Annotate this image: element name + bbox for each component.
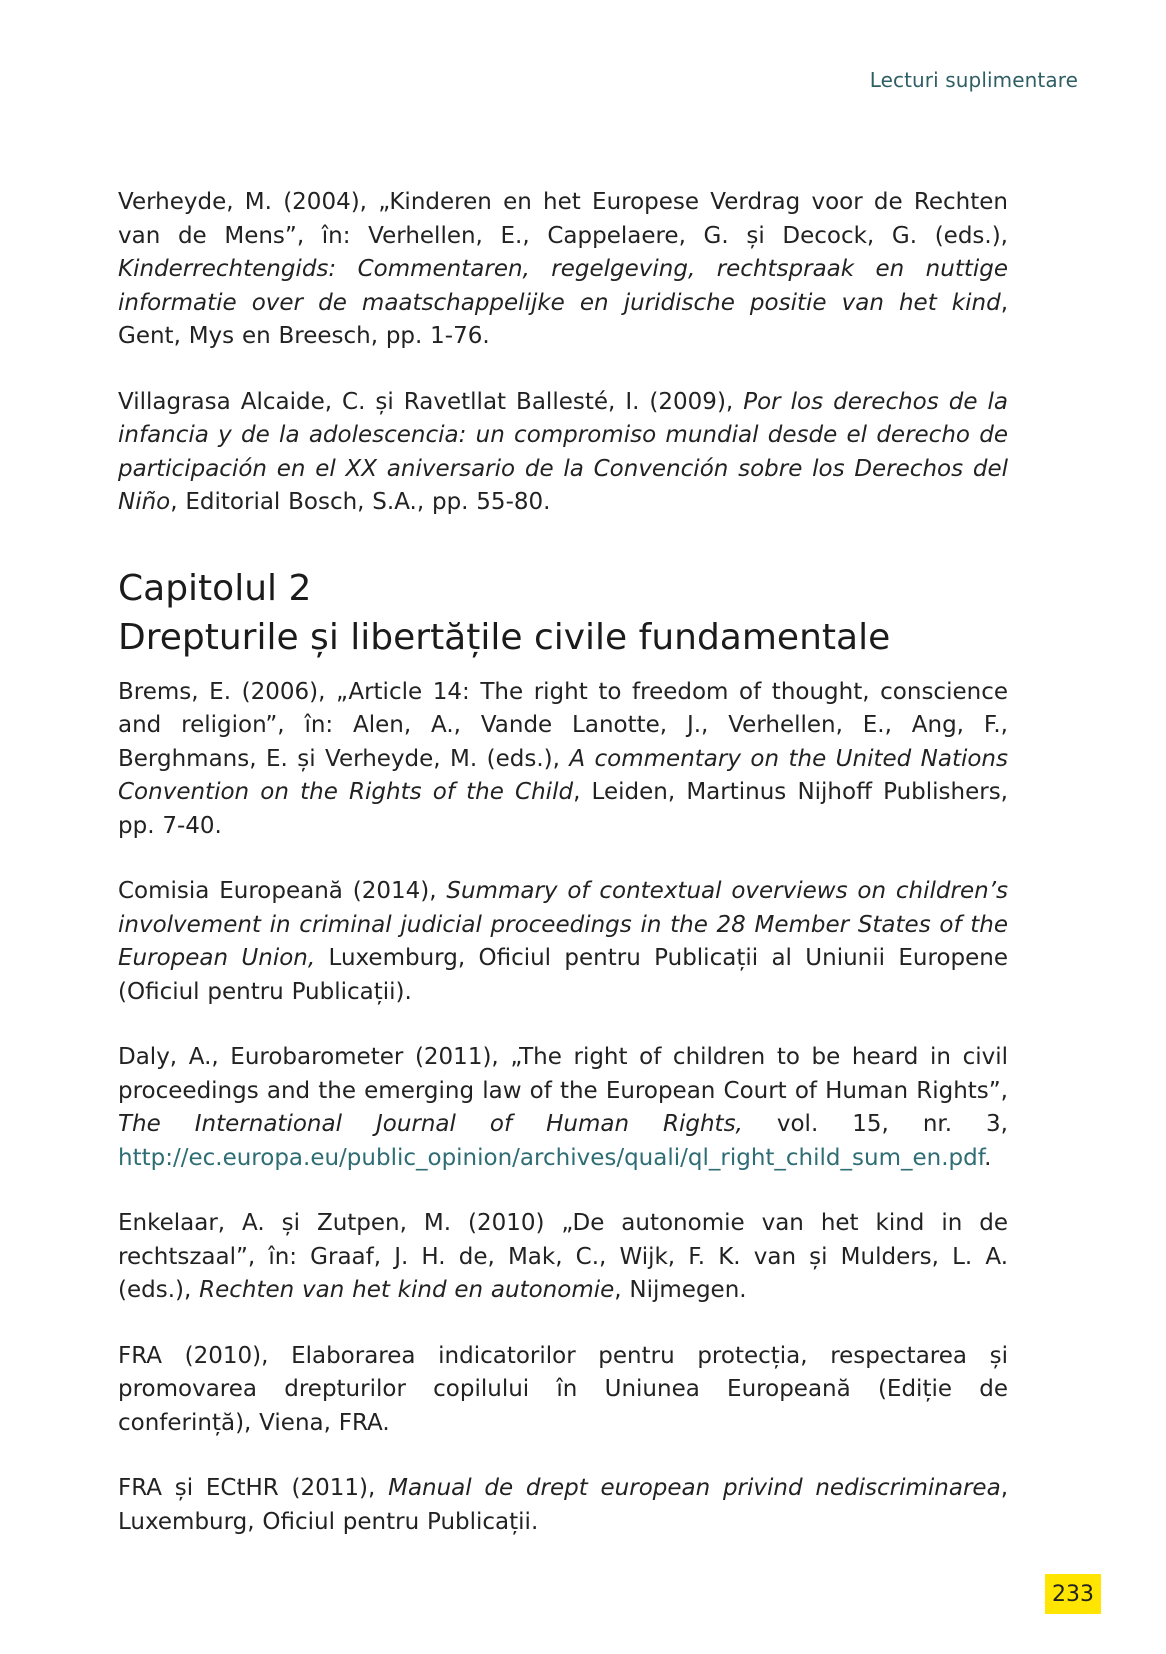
reference-text: . [984, 1144, 992, 1171]
reference-title: Kinderrechtengids: Commentaren, regelgeving, rechtspraak en nuttige informatie over de maatschappelijke en juridische positie van het kind [118, 256, 1008, 316]
reference-title: Rechten van het kind en autonomie [199, 1277, 615, 1303]
reference-comisia-europeana [118, 875, 1008, 1009]
reference-title: Manual de drept european privind nediscriminarea [388, 1475, 1001, 1501]
chapter-title: Drepturile și libertățile civile fundamentale [118, 616, 891, 658]
reference-enkelaar [118, 1207, 1008, 1308]
reference-villagrasa [118, 386, 1008, 520]
reference-title: The International Journal of Human Rights, [118, 1111, 743, 1137]
reference-text: , Gent, Mys en Breesch, pp. 1-76. [118, 289, 1008, 349]
reference-text: Enkelaar, A. și Zutpen, M. (2010) „De autonomie van het kind in de rechtszaal”, în: Graaf, J. H. de, Mak, C., Wijk, F. K. van și Mulders, L. A. (eds.), [118, 1210, 1008, 1303]
reference-text: , Nijmegen. [614, 1277, 747, 1303]
reference-title: Summary of contextual overviews on children’s involvement in criminal judicial proceedings in the 28 Member States of the European Union, [118, 878, 1008, 971]
reference-daly [118, 1041, 1008, 1175]
reference-fra-ecthr [118, 1472, 1008, 1539]
running-header: Lecturi suplimentare [869, 68, 1078, 92]
reference-link[interactable]: http://ec.europa.eu/public_opinion/archives/quali/ql_right_child_sum_en.pdf [118, 1144, 985, 1171]
reference-text: , Luxemburg, Oficiul pentru Publicații. [118, 1475, 1008, 1535]
reference-title: Por los derechos de la infancia y de la adolescencia: un compromiso mundial desde el derecho de participación en el XX aniversario de la Convención sobre los Derechos del Niño [118, 388, 1008, 515]
reference-text: Daly, A., Eurobarometer (2011), „The right of children to be heard in civil proceedings and the emerging law of the European Court of Human Rights”, [118, 1044, 1008, 1104]
page-number: 233 [1045, 1574, 1101, 1614]
reference-text: Verheyde, M. (2004), „Kinderen en het Europese Verdrag voor de Rechten van de Mens”, în: Verhellen, E., Cappelaere, G. și Decock, G. (eds.), [118, 189, 1008, 249]
reference-title: A commentary on the United Nations Convention on the Rights of the Child [118, 745, 1008, 805]
reference-text: , Editorial Bosch, S.A., pp. 55-80. [170, 489, 551, 515]
chapter-heading [118, 564, 1008, 662]
reference-text: Comisia Europeană (2014), [118, 878, 447, 904]
reference-text: , Leiden, Martinus Nijhoff Publishers, pp. 7-40. [118, 779, 1008, 839]
reference-verheyde [118, 186, 1008, 354]
reference-text: Luxemburg, Oficiul pentru Publicații al Uniunii Europene (Oficiul pentru Publicații). [118, 945, 1008, 1005]
chapter-number: Capitolul 2 [118, 567, 312, 609]
reference-fra-2010 [118, 1340, 1008, 1441]
reference-text: Villagrasa Alcaide, C. și Ravetllat Ballesté, I. (2009), [118, 388, 744, 415]
reference-text: Brems, E. (2006), „Article 14: The right to freedom of thought, conscience and religion”, în: Alen, A., Vande Lanotte, J., Verhellen, E., Ang, F., Berghmans, E. și Verheyde, M. (eds.), [118, 678, 1008, 772]
reference-text: vol. 15, nr. 3, [742, 1111, 1008, 1137]
reference-text: FRA (2010), Elaborarea indicatorilor pentru protecția, respectarea și promovarea drepturilor copilului în Uniunea Europeană (Ediție de conferință), Viena, FRA. [118, 1342, 1008, 1436]
reference-text: FRA și ECtHR (2011), [118, 1475, 389, 1501]
page-content [118, 186, 1008, 1571]
reference-brems [118, 676, 1008, 844]
